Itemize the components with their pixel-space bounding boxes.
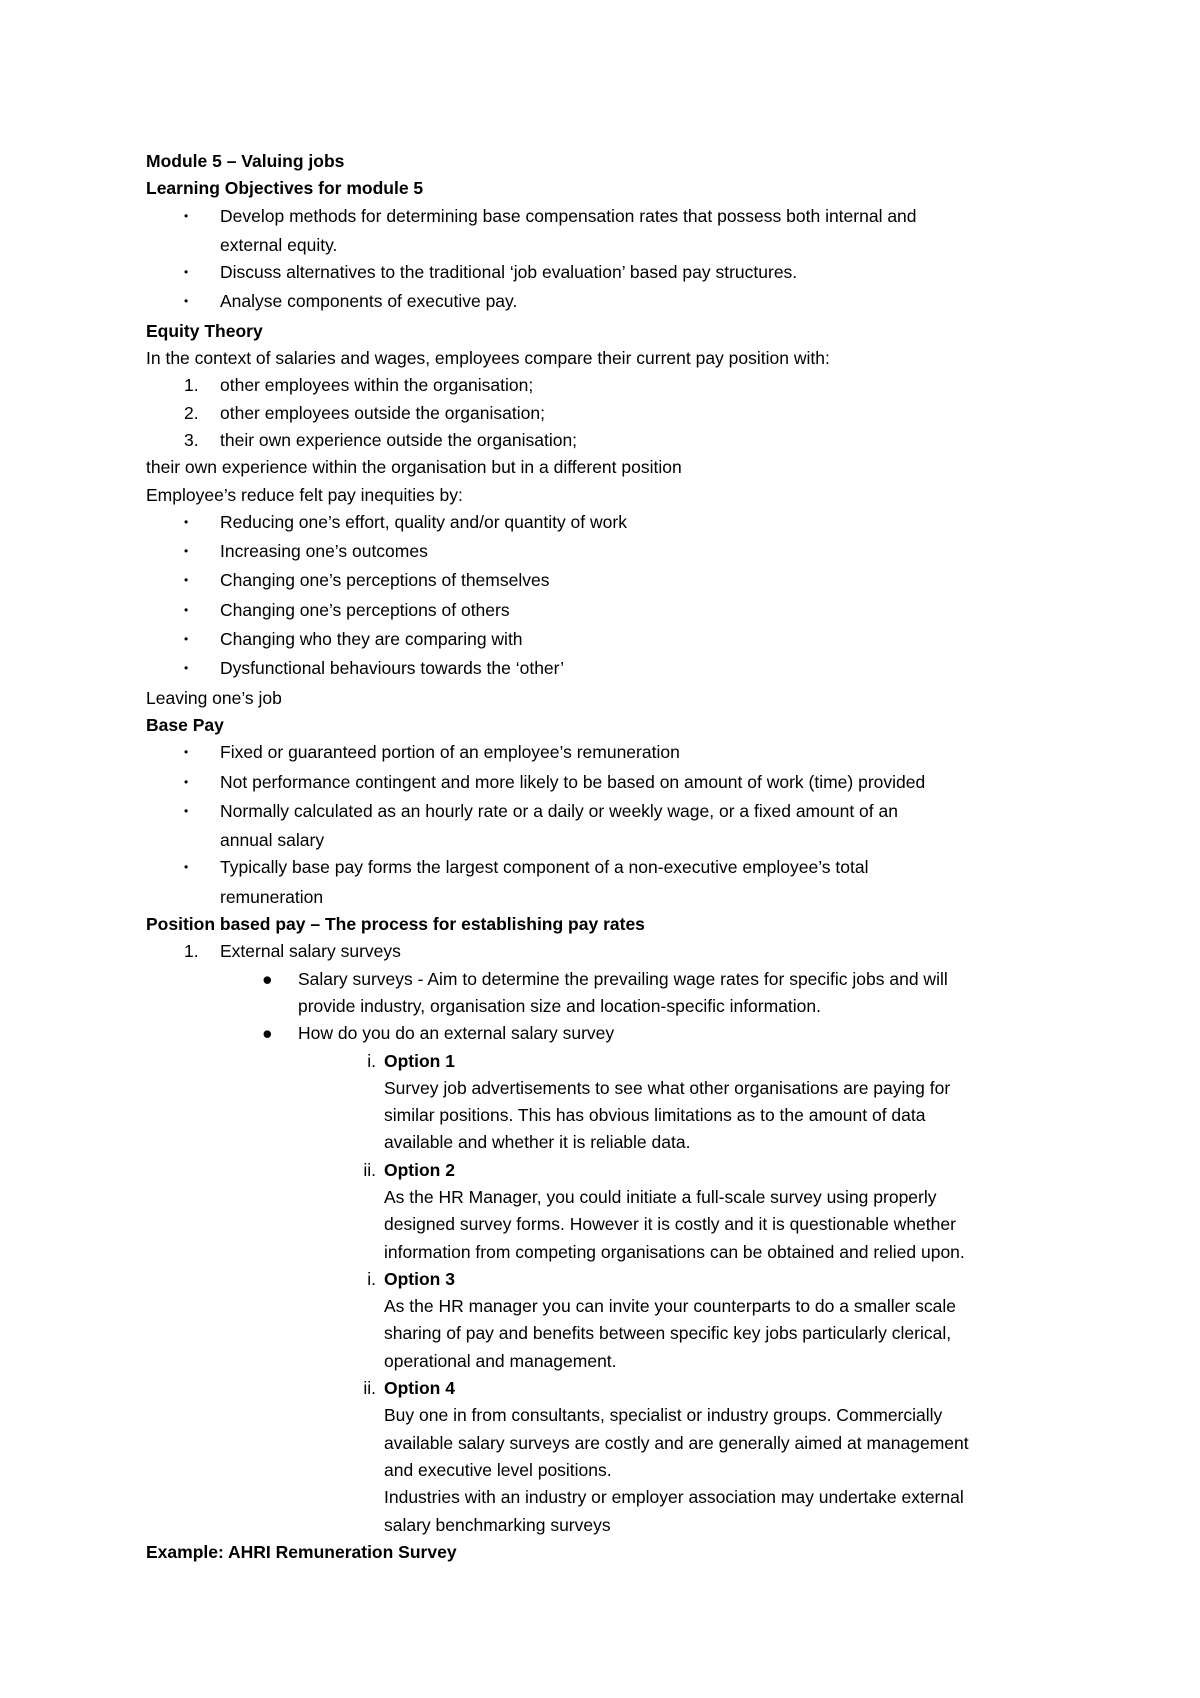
bullet-icon: •	[184, 860, 189, 875]
list-item: • Increasing one’s outcomes	[146, 538, 1076, 567]
list-number: i.	[367, 1050, 376, 1071]
option-text: and executive level positions.	[384, 1459, 612, 1480]
option-item	[146, 1375, 1076, 1402]
list-number: 2.	[184, 402, 199, 423]
option-text: Buy one in from consultants, specialist or industry groups. Commercially	[384, 1405, 943, 1426]
option-text: information from competing organisations can be obtained and relied upon.	[384, 1241, 965, 1262]
list-number: 3.	[184, 429, 199, 450]
option-text: Survey job advertisements to see what other organisations are paying for	[384, 1077, 951, 1098]
option-text: Industries with an industry or employer association may undertake external	[384, 1487, 964, 1508]
list-number: ii.	[363, 1159, 376, 1180]
numbered-item: 1. External salary surveys	[146, 938, 1076, 965]
base-pay-heading: Base Pay	[146, 714, 224, 735]
equity-intro: In the context of salaries and wages, employees compare their current pay position with:	[146, 348, 830, 369]
bullet-icon: •	[184, 208, 189, 223]
option-text: sharing of pay and benefits between specific key jobs particularly clerical,	[384, 1323, 952, 1344]
bullet-icon: •	[184, 544, 189, 559]
list-item-continuation: annual salary	[220, 830, 325, 851]
option-title: Option 2	[384, 1159, 455, 1180]
equity-heading: Equity Theory	[146, 320, 263, 341]
bullet-icon: •	[184, 294, 189, 309]
option-text: available and whether it is reliable data.	[384, 1132, 691, 1153]
example-heading: Example: AHRI Remuneration Survey	[146, 1541, 457, 1562]
list-item: • Changing one’s perceptions of others	[146, 597, 1076, 626]
option-item	[146, 1157, 1076, 1184]
option-title: Option 4	[384, 1378, 455, 1399]
list-item: • Dysfunctional behaviours towards the ‘other’	[146, 655, 1076, 684]
list-item: • Changing who they are comparing with	[146, 626, 1076, 655]
bullet-icon: •	[184, 745, 189, 760]
option-text: similar positions. This has obvious limitations as to the amount of data	[384, 1105, 926, 1126]
numbered-item: 1. other employees within the organisation;	[146, 372, 1076, 399]
option-title: Option 1	[384, 1050, 455, 1071]
list-number: 1.	[184, 375, 199, 396]
page-title: Module 5 – Valuing jobs	[146, 151, 345, 171]
option-title: Option 3	[384, 1268, 455, 1289]
list-number: i.	[367, 1268, 376, 1289]
bullet-icon: •	[184, 573, 189, 588]
option-text: designed survey forms. However it is costly and it is questionable whether	[384, 1214, 956, 1235]
sub-list-item-continuation: provide industry, organisation size and location-specific information.	[298, 995, 822, 1016]
list-item: • Not performance contingent and more likely to be based on amount of work (time) provided	[146, 769, 1076, 798]
sub-list-item: ● Salary surveys - Aim to determine the prevailing wage rates for specific jobs and will	[146, 966, 1076, 993]
list-item-continuation: external equity.	[220, 234, 338, 255]
numbered-item: 3. their own experience outside the organisation;	[146, 427, 1076, 454]
objectives-heading: Learning Objectives for module 5	[146, 178, 424, 199]
list-item: • Normally calculated as an hourly rate or a daily or weekly wage, or a fixed amount of an	[146, 798, 1076, 827]
sub-list-item: ● How do you do an external salary survey	[146, 1020, 1076, 1047]
bullet-icon: •	[184, 803, 189, 818]
list-item: • Reducing one’s effort, quality and/or quantity of work	[146, 509, 1076, 538]
list-item: • Discuss alternatives to the traditional ‘job evaluation’ based pay structures.	[146, 259, 1076, 288]
bullet-icon: ●	[262, 1023, 273, 1044]
position-pay-heading: Position based pay – The process for establishing pay rates	[146, 914, 645, 935]
list-number: ii.	[363, 1378, 376, 1399]
list-item: • Analyse components of executive pay.	[146, 288, 1076, 317]
list-item: • Changing one’s perceptions of themselves	[146, 567, 1076, 596]
option-text: As the HR manager you can invite your counterparts to do a smaller scale	[384, 1296, 956, 1317]
bullet-icon: ●	[262, 968, 273, 989]
list-item: • Fixed or guaranteed portion of an employee’s remuneration	[146, 739, 1076, 768]
option-text: operational and management.	[384, 1350, 617, 1371]
reduce-intro: Employee’s reduce felt pay inequities by:	[146, 484, 463, 505]
bullet-icon: •	[184, 265, 189, 280]
numbered-item: 2. other employees outside the organisation;	[146, 400, 1076, 427]
document-body	[146, 148, 1076, 1566]
option-text: available salary surveys are costly and are generally aimed at management	[384, 1432, 969, 1453]
option-item	[146, 1048, 1076, 1075]
list-item: • Typically base pay forms the largest component of a non-executive employee’s total	[146, 854, 1076, 883]
list-item: • Develop methods for determining base compensation rates that possess both internal and	[146, 203, 1076, 232]
option-item	[146, 1266, 1076, 1293]
bullet-icon: •	[184, 632, 189, 647]
equity-extra: their own experience within the organisation but in a different position	[146, 457, 682, 478]
leaving-line: Leaving one’s job	[146, 687, 282, 708]
option-text: As the HR Manager, you could initiate a full-scale survey using properly	[384, 1186, 937, 1207]
bullet-icon: •	[184, 514, 189, 529]
bullet-icon: •	[184, 774, 189, 789]
option-text: salary benchmarking surveys	[384, 1514, 611, 1535]
bullet-icon: •	[184, 661, 189, 676]
bullet-icon: •	[184, 602, 189, 617]
list-number: 1.	[184, 941, 199, 962]
list-item-continuation: remuneration	[220, 886, 324, 907]
